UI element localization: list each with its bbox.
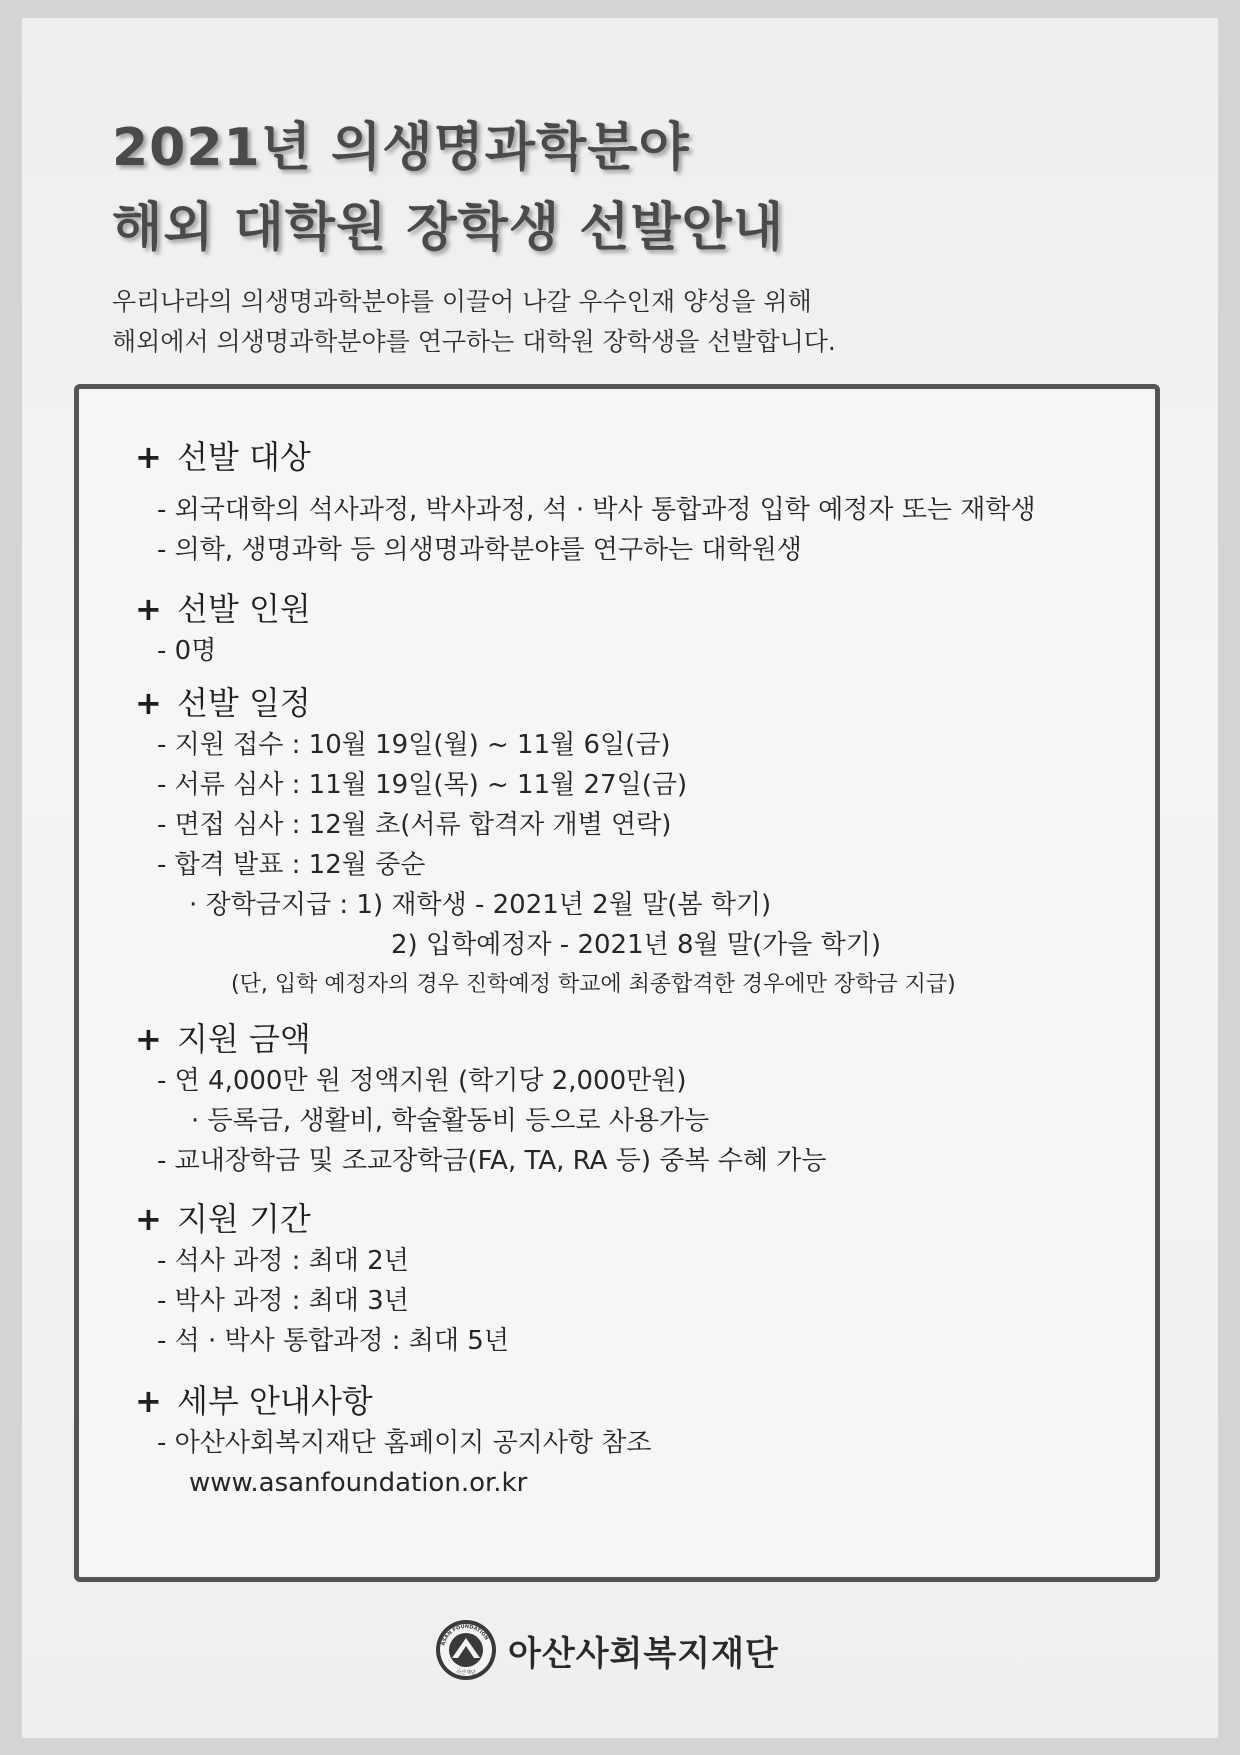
plus-icon: + <box>135 684 162 722</box>
footer-logo <box>434 1618 779 1682</box>
schedule-item-3: - 면접 심사 : 12월 초(서류 합격자 개별 연락) <box>157 810 672 840</box>
section-count-heading: + 선발 인원 <box>135 587 311 631</box>
plus-icon: + <box>135 438 162 476</box>
schedule-item-1: - 지원 접수 : 10월 19일(월) ~ 11월 6일(금) <box>157 730 671 760</box>
intro-line-2: 해외에서 의생명과학분야를 연구하는 대학원 장학생을 선발합니다. <box>112 327 836 356</box>
plus-icon: + <box>135 1200 162 1238</box>
schedule-note: (단, 입학 예정자의 경우 진학예정 학교에 최종합격한 경우에만 장학금 지급) <box>231 972 956 997</box>
period-item-3: - 석 · 박사 통합과정 : 최대 5년 <box>157 1326 509 1356</box>
asan-foundation-emblem-icon <box>434 1618 498 1682</box>
organization-name: 아산사회복지재단 <box>508 1633 779 1674</box>
section-amount-heading: + 지원 금액 <box>135 1017 311 1061</box>
schedule-item-5: · 장학금지급 : 1) 재학생 - 2021년 2월 말(봄 학기) <box>189 890 772 920</box>
target-item-2: - 의학, 생명과학 등 의생명과학분야를 연구하는 대학원생 <box>157 535 802 565</box>
plus-icon: + <box>135 590 162 628</box>
period-item-2: - 박사 과정 : 최대 3년 <box>157 1286 409 1316</box>
schedule-item-6: 2) 입학예정자 - 2021년 8월 말(가을 학기) <box>391 930 882 960</box>
svg-text:ASAN FOUNDATION: ASAN FOUNDATION <box>440 1623 490 1647</box>
amount-item-1: - 연 4,000만 원 정액지원 (학기당 2,000만원) <box>157 1066 687 1096</box>
count-item-1: - 0명 <box>157 636 217 666</box>
page-title <box>112 108 784 268</box>
amount-item-3: - 교내장학금 및 조교장학금(FA, TA, RA 등) 중복 수혜 가능 <box>157 1146 827 1176</box>
section-details-heading: + 세부 안내사항 <box>135 1379 373 1423</box>
website-link[interactable]: www.asanfoundation.or.kr <box>189 1468 528 1498</box>
details-item-1: - 아산사회복지재단 홈페이지 공지사항 참조 <box>157 1428 652 1458</box>
amount-item-2: · 등록금, 생활비, 학술활동비 등으로 사용가능 <box>191 1106 710 1136</box>
intro-paragraph <box>112 282 836 362</box>
plus-icon: + <box>135 1382 162 1420</box>
section-target-heading: + 선발 대상 <box>135 435 311 479</box>
section-period-heading: + 지원 기간 <box>135 1197 311 1241</box>
svg-text:아산재단: 아산재단 <box>456 1670 476 1676</box>
schedule-item-4: - 합격 발표 : 12월 중순 <box>157 850 426 880</box>
intro-line-1: 우리나라의 의생명과학분야를 이끌어 나갈 우수인재 양성을 위해 <box>112 287 812 316</box>
schedule-item-2: - 서류 심사 : 11월 19일(목) ~ 11월 27일(금) <box>157 770 688 800</box>
title-line-2: 해외 대학원 장학생 선발안내 <box>112 198 785 258</box>
section-schedule-heading: + 선발 일정 <box>135 681 311 725</box>
period-item-1: - 석사 과정 : 최대 2년 <box>157 1246 409 1276</box>
target-item-1: - 외국대학의 석사과정, 박사과정, 석 · 박사 통합과정 입학 예정자 또는 재학생 <box>157 495 1036 525</box>
plus-icon: + <box>135 1020 162 1058</box>
info-box <box>74 384 1160 1582</box>
title-line-1: 2021년 의생명과학분야 <box>112 118 690 178</box>
